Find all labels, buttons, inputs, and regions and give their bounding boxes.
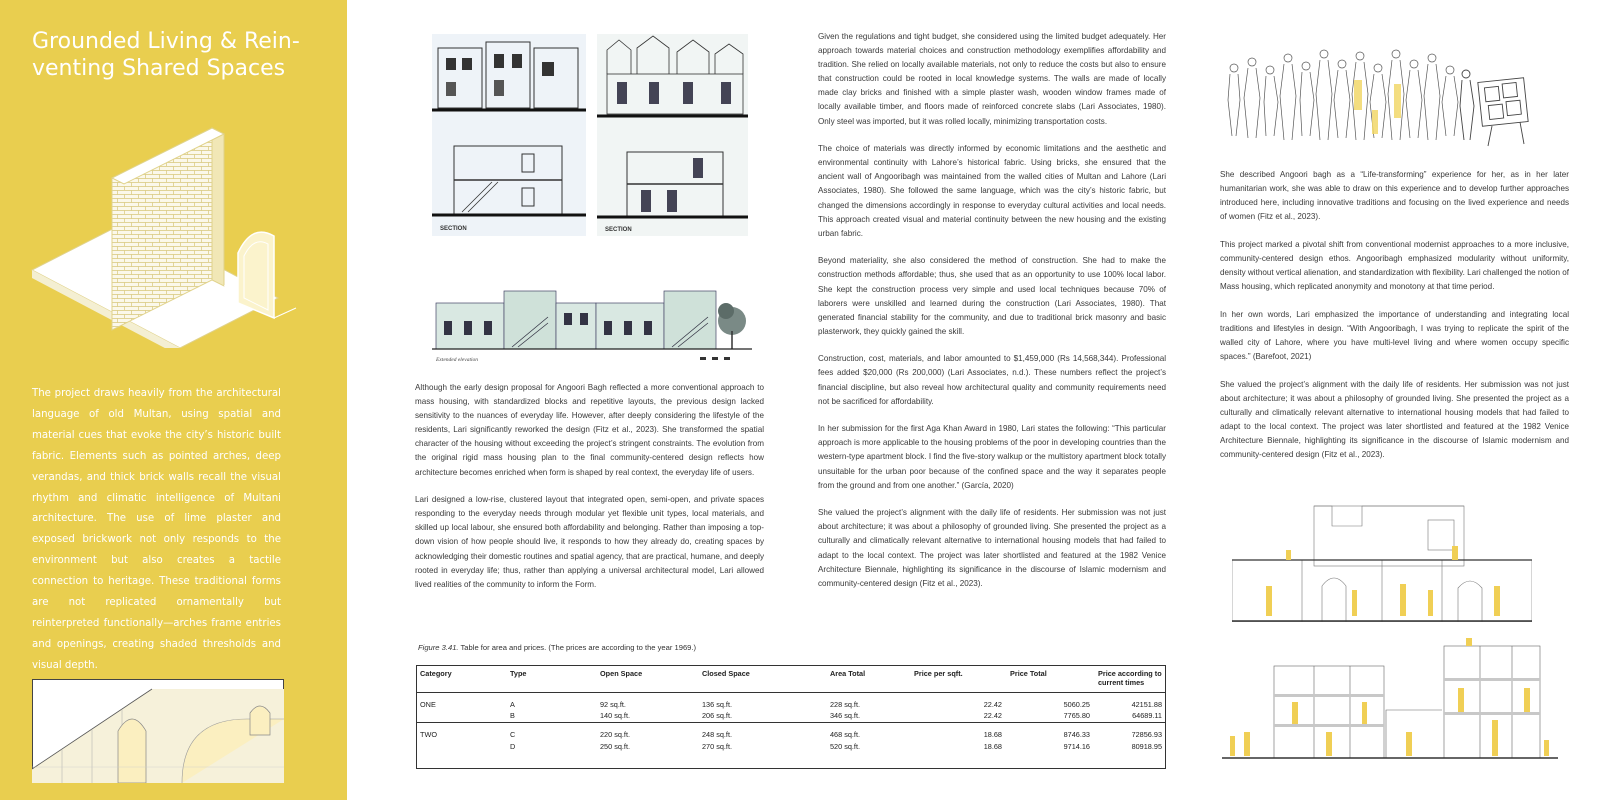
paragraph: She described Angoori bagh as a “Life-transforming” experience for her, as in her later humanitarian work, she was able to draw on this experience and to develop further approaches introduced here, including innovative traditions and focusing on the lived experience and needs of women (Fitz et al., 2023). (1220, 170, 1569, 222)
header-open-space: Open Space (596, 665, 698, 692)
paragraph: This project marked a pivotal shift from conventional modernist approaches to a more inclusive, community-centered design ethos. Angooribagh emphasized modularity without uniformity, density without vertical alienation, and standardization with flexibility. Lari challenged the notion of Mass housing, which replicated anonymity and monotony at that time period. (1220, 239, 1569, 292)
column-3-text (1220, 168, 1569, 476)
isometric-brick-wall-illustration (30, 118, 320, 348)
caption-text: Table for area and prices. (The prices are according to the year 1969.) (460, 643, 697, 652)
table-cell: 18.68 (983, 729, 1002, 739)
paragraph: She valued the project’s alignment with the daily life of residents. Her submission was not just about architecture; it was about a philosophy of grounded living. She presented the project as a culturally and climatically relevant alternative to international housing models that had failed to adapt to the local context. The project was later shortlisted and featured at the 1982 Venice Architecture Biennale, highlighting its significance in the discourse of Islamic modernism and community-centered design (Fitz et al., 2023). (818, 508, 1166, 588)
header-closed-space: Closed Space (698, 665, 826, 692)
table-cell: 42151.88 (1131, 699, 1162, 709)
elevation-section-drawing-2 (597, 34, 748, 236)
header-area-total: Area Total (826, 665, 910, 692)
paragraph: The choice of materials was directly informed by economic limitations and the aesthetic and environmental continuity with Lahore’s historical fabric. Using bricks, she ensured that the ancient wall of Angooribagh was maintained from the walled cities of Multan and Lahore (Lari Associates, 1980). She followed the same language, which was the city’s historic fabric, but changed the dimensions accordingly in response to everyday cultural activities and local needs. This approach created visual and material continuity between the new housing and the existing urban fabric. (818, 144, 1166, 238)
table-cell: 346 sq.ft. (826, 710, 910, 722)
table-cell: 5060.25 (1063, 699, 1090, 709)
table-row (416, 728, 1166, 740)
table-cell: 80918.95 (1131, 741, 1162, 751)
column-2-text (818, 30, 1166, 604)
table-cell: 140 sq.ft. (596, 710, 698, 722)
community-crowd-sketch (1222, 40, 1532, 148)
extended-elevation-label: Extended elevation (436, 357, 478, 363)
paragraph: In her submission for the first Aga Khan Award in 1980, Lari states the following: “This particular approach is more applicable to the housing problems of the poor in developing countries than the western-type apartment block. I find the five-story walkup or the multistory apartment block totally unsuitable for the urban poor because of the confined space and the way it separates people from the ground and from one another.” (García, 2020) (818, 424, 1166, 490)
paragraph: She valued the project’s alignment with the daily life of residents. Her submission was not just about architecture; it was about a philosophy of grounded living. She presented the project as a culturally and climatically relevant alternative to international housing models that had failed to adapt to the local context. The project was later shortlisted and featured at the 1982 Venice Architecture Biennale, highlighting its significance in the discourse of Islamic modernism and community-centered design (Fitz et al., 2023). (1220, 379, 1569, 460)
sidebar-panel (0, 0, 347, 800)
table-cell: 248 sq.ft. (702, 729, 733, 739)
table-cell: 22.42 (910, 710, 1006, 722)
figure-number: Figure 3.41. (418, 643, 459, 652)
table-row (416, 710, 1166, 722)
section-label: SECTION (440, 226, 467, 232)
section-sketch-lower (1222, 636, 1558, 760)
header-category: Category (416, 665, 506, 692)
header-price-per-sqft: Price per sqft. (910, 665, 1006, 692)
header-price-total: Price Total (1006, 665, 1094, 692)
table-cell: TWO (420, 729, 438, 739)
paragraph: Lari designed a low-rise, clustered layout that integrated open, semi-open, and private spaces responding to the everyday needs through modular yet flexible unit types, local materials, and skilled up local labour, she ensured both affordability and belonging. Rather than imposing a top-down vision of how people should live, it responds to how they already do, creating spaces by acknowledging their domestic routines and spatial agency, that are practical, humane, and deeply rooted in everyday life; thus, rather than applying a universal architectural model, Lari allowed lived realities of the community to inform the Form. (415, 495, 764, 589)
table-cell: D (510, 741, 516, 751)
table-cell: 7765.80 (1006, 710, 1094, 722)
column-1-text (415, 381, 764, 605)
table-cell: 9714.16 (1063, 741, 1090, 751)
table-header-row (416, 665, 1166, 692)
table-cell: 520 sq.ft. (830, 741, 861, 751)
extended-elevation-drawing (432, 281, 752, 365)
table-cell: 22.42 (983, 699, 1002, 709)
table-cell: C (510, 729, 516, 739)
table-cell: 250 sq.ft. (600, 741, 631, 751)
table-cell: 220 sq.ft. (600, 729, 631, 739)
header-price-current: Price according to current times (1094, 665, 1166, 692)
table-cell: 92 sq.ft. (600, 699, 626, 709)
table-cell (416, 710, 506, 722)
table-cell: 8746.33 (1063, 729, 1090, 739)
table-cell: 136 sq.ft. (702, 699, 733, 709)
table-row (416, 698, 1166, 710)
arch-elevation-illustration (32, 679, 284, 783)
table-cell: 228 sq.ft. (830, 699, 861, 709)
paragraph: Although the early design proposal for Angoori Bagh reflected a more conventional approach to mass housing, with standardized blocks and repetitive layouts, the previous design lacked sensitivity to the nuances of everyday life. However, after deeply considering the lifestyle of the residents, Lari significantly reworked the design (Fitz et al., 2023). She transformed the spatial character of the housing without exceeding the project’s stringent constraints. The evolution from the original rigid mass housing plan to the final community-centered design reflects how architecture becomes enriched when form is shaped by real context, the everyday life of users. (415, 383, 764, 477)
header-type: Type (506, 665, 596, 692)
paragraph: In her own words, Lari emphasized the importance of understanding and integrating local traditions and lifestyles in design. “With Angooribagh, I was trying to replicate the spirit of the walled city of Lahore, where you have multi-level living and where women occupy specific spaces.” (Barefoot, 2021) (1220, 309, 1569, 362)
table-cell (416, 740, 506, 752)
table-cell: 270 sq.ft. (702, 741, 733, 751)
table-cell: 206 sq.ft. (698, 710, 826, 722)
section-sketch-upper (1232, 504, 1532, 622)
table-caption (418, 643, 696, 652)
table-cell: 64689.11 (1094, 710, 1166, 722)
table-cell: 18.68 (983, 741, 1002, 751)
table-cell: B (506, 710, 596, 722)
paragraph: Beyond materiality, she also considered the method of construction. She had to make the construction methods affordable; thus, she used that as an opportunity to use 100% local labor. She kept the construction process very simple and used local techniques because 70% of laborers were unskilled and learned during the construction (Lari Associates, 1980). That generated financial stability for the community, and due to traditional brick masonry and basic plasterwork, they quickly gained the skill. (818, 256, 1166, 336)
table-cell: ONE (420, 699, 436, 709)
sidebar-body-text: The project draws heavily from the architectural language of old Multan, using spatial and material cues that evoke the city’s historic built fabric. Elements such as pointed arches, deep verandas, and thick brick walls recall the visual rhythm and climatic intelligence of Multani architecture. The use of lime plaster and exposed brickwork not only responds to the environment but also creates a tactile connection to heritage. These traditional forms are not replicated ornamentally but reinterpreted functionally—arches frame entries and openings, creating shaded thresholds and visual depth. (32, 388, 281, 671)
elevation-section-drawing-1 (432, 34, 586, 236)
table-cell: 72856.93 (1131, 729, 1162, 739)
table-cell: A (510, 699, 515, 709)
paragraph: Given the regulations and tight budget, she considered using the limited budget adequately. Her approach towards material choices and construction methodology exemplifies affordability and tradition. She relied on locally available materials, not only to reduce the costs but also to ensure that construction could be rooted in local knowledge systems. The walls are made of locally made clay bricks and finished with a simple plaster wash, wooden window frames made of locally available timber, and floors made of reinforced concrete slabs (Lari Associates, 1980). Only steel was imported, but it was rolled locally, minimizing transportation costs. (818, 32, 1166, 126)
table-row (416, 740, 1166, 752)
area-price-table (416, 665, 1166, 752)
section-label: SECTION (605, 227, 632, 233)
table-cell: 468 sq.ft. (830, 729, 861, 739)
page-title: Grounded Living & Rein-venting Shared Spaces (32, 29, 300, 81)
paragraph: Construction, cost, materials, and labor amounted to $1,459,000 (Rs 14,568,344). Professional fees added $20,000 (Rs 200,000) (Lari Associates, n.d.). These numbers reflect the project’s financial discipline, but also reveal how architectural quality and community requirements need not be sacrificed for affordability. (818, 354, 1166, 406)
